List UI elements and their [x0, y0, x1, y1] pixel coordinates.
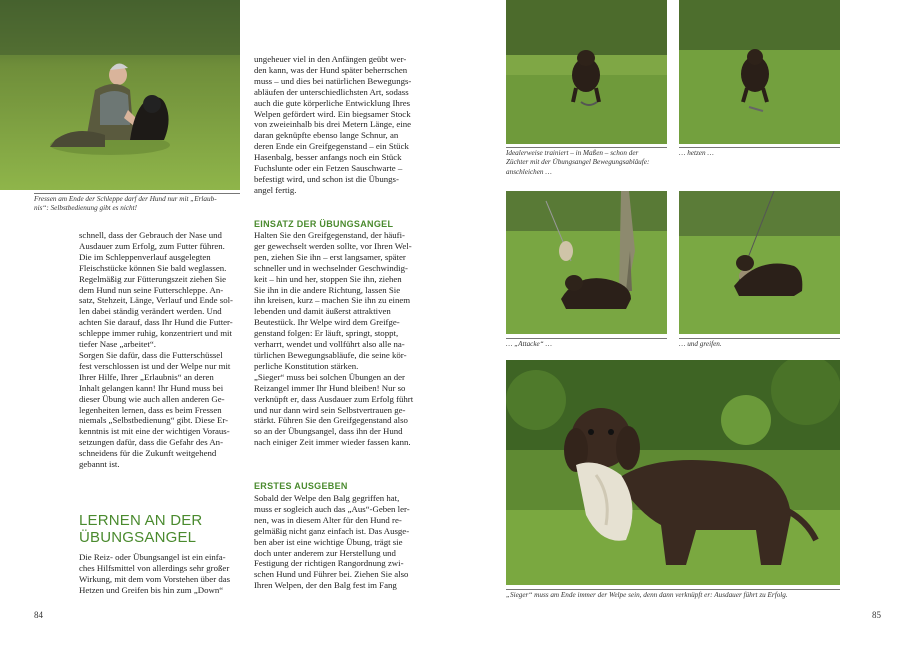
- text-line: ger gewechselt werden sollte, vor Ihren Wel-: [254, 240, 412, 251]
- photo-puppy-hetzen: [679, 0, 840, 144]
- text-line: satz, Stehzeit, Länge, Verlauf und Ende sol-: [79, 295, 233, 306]
- text-line: Halten Sie den Greifgegenstand, der häufi-: [254, 230, 405, 240]
- text-line: stärkt. Führen Sie den Greifgegenstand also: [254, 415, 408, 426]
- text-line: ihn kreisen, kurz – machen Sie ihn zu einem: [254, 295, 411, 306]
- caption-rule: [506, 338, 667, 339]
- text-line: Hetzen und Greifen bis hin zum „Down“: [79, 584, 224, 595]
- photo-caption-greifen: … und greifen.: [679, 340, 722, 348]
- text-line: keit – hin und her, stoppen Sie ihn, ziehen: [254, 273, 402, 284]
- photo-man-with-dog: [0, 0, 240, 190]
- caption-line: anschleichen …: [506, 167, 552, 176]
- text-line: Ausdauer zum Erfolg, zum Futter führen.: [79, 240, 225, 251]
- photo-puppy-sieger: [506, 360, 840, 585]
- text-line: pen, ziehen Sie ihn – erst langsamer, später: [254, 251, 406, 262]
- text-line: achten Sie darauf, dass Ihr Hund die Futter-: [79, 317, 233, 328]
- photo-puppy-anschleichen: [506, 0, 667, 144]
- text-line: Ihren Welpen, der den Balg fest im Fang: [254, 580, 397, 591]
- text-line: schleppe immer ruhig, konzentriert und mit: [79, 328, 232, 339]
- photo-caption-hetzen: … hetzen …: [679, 149, 714, 157]
- text-line: ben aber ist eine wichtige Übung, trägt sie: [254, 536, 403, 547]
- text-line: doch unter anderem zur Herstellung und: [254, 547, 396, 558]
- text-line: schen Hund und Führer bei. Ziehen Sie also: [254, 569, 409, 580]
- body-column-1-bottom: [79, 552, 241, 596]
- body-column-2-mid: [254, 230, 414, 448]
- text-line: Festigung der richtigen Rangordnung zwi-: [254, 558, 404, 569]
- text-line: kenntnis ist mit eine der wichtigen Voraus-: [79, 426, 230, 437]
- text-line: dem Hund nun seine Futterschleppe. An-: [79, 284, 224, 295]
- text-line: Die Reiz- oder Übungsangel ist ein einfa-: [79, 552, 226, 562]
- text-line: Sorgen Sie dafür, dass die Futterschüssel: [79, 349, 223, 360]
- text-line: tiefer Nase „arbeitet“.: [79, 339, 156, 350]
- heading-line: ÜBUNGSANGEL: [79, 529, 197, 546]
- text-line: Wirkung, mit dem vom Vorstehen über das: [79, 573, 231, 584]
- text-line: nen, was in diesem Alter für den Hund re-: [254, 514, 402, 525]
- text-line: Regelmäßig zur Fütterungszeit ziehen Sie: [79, 273, 227, 284]
- page-number-right: 85: [872, 610, 881, 620]
- text-line: gelmäßig nicht ganz einfach ist. Das Ausge-: [254, 525, 410, 536]
- text-line: türlichen Bewegungsabläufe, die seine kör-: [254, 349, 407, 360]
- text-line: perliche Konstitution stärken.: [254, 360, 359, 371]
- text-line: den kann, was der Hund später beherrschen: [254, 64, 408, 75]
- text-line: schnell, dass der Gebrauch der Nase und: [79, 230, 222, 240]
- caption-line: nis“: Selbstbedienung gibt es nicht!: [34, 204, 138, 213]
- text-line: Die im Schleppenverlauf ausgelegten: [79, 251, 211, 262]
- text-line: muss – und dies bei natürlichen Bewegungs-: [254, 75, 412, 86]
- text-line: dieser Übung wie auch allen anderen Ge-: [79, 393, 225, 404]
- text-line: abläufen der unterschiedlichsten Art, sodass: [254, 86, 409, 97]
- caption-rule: [679, 147, 840, 148]
- photo-caption-sieger: „Sieger“ muss am Ende immer der Welpe sein, denn dann verknüpft er: Ausdauer führt zu Erfolg.: [506, 591, 788, 599]
- text-line: angel fertig.: [254, 184, 297, 195]
- photo-caption-attacke: … „Attacke“ …: [506, 340, 552, 348]
- text-line: gebannt ist.: [79, 459, 120, 470]
- text-line: legenheiten lernen, dass es beim Fressen: [79, 404, 222, 415]
- text-line: Welpen gefördert wird. Ein biegsamer Stock: [254, 108, 411, 119]
- subheading-erstes-ausgeben: ERSTES AUSGEBEN: [254, 481, 348, 491]
- text-line: genstand folgen: Er läuft, springt, stoppt,: [254, 328, 399, 339]
- text-line: fest verschlossen ist und der Welpe nur mit: [79, 360, 231, 371]
- caption-rule: [506, 589, 840, 590]
- caption-line: Idealerweise trainiert – in Maßen – schon der: [506, 149, 639, 157]
- text-line: und nur dann wird sein Selbstvertrauen ge-: [254, 404, 406, 415]
- text-line: Fuchslunte oder ein Fetzen Sauschwarte –: [254, 163, 403, 174]
- text-line: niemals „Selbstbedienung“ gibt. Diese Er-: [79, 415, 229, 426]
- text-line: auch die gute körperliche Entwicklung Ihres: [254, 97, 411, 108]
- subheading-einsatz: EINSATZ DER ÜBUNGSANGEL: [254, 219, 394, 229]
- section-heading-lernen: [79, 512, 249, 546]
- photo-puppy-attacke: [506, 191, 667, 334]
- text-line: Beutestück. Ihr Welpe wird dem Greifge-: [254, 317, 400, 328]
- text-line: daran geknüpfte ebenso lange Schnur, an: [254, 130, 399, 141]
- text-line: so an der Übungsangel, dass ihn der Hund: [254, 426, 403, 437]
- text-line: Fleischstücke können Sie bald weglassen.: [79, 262, 227, 273]
- text-line: befestigt wird, und schon ist die Übungs-: [254, 173, 399, 184]
- text-line: ches Hilfsmittel von allerdings sehr großer: [79, 562, 230, 573]
- text-line: lebenden und damit äußerst attraktiven: [254, 306, 391, 317]
- text-line: Inhalt gelangen kann! Ihr Hund muss bei: [79, 382, 224, 393]
- photo-caption-anschleichen: [506, 149, 671, 177]
- photo-puppy-greifen: [679, 191, 840, 334]
- text-line: Reizangel immer Ihr Hund bleiben! Nur so: [254, 382, 406, 393]
- text-line: muss er sogleich auch das „Aus“-Geben ler-: [254, 503, 410, 514]
- text-line: von zweieinhalb bis drei Metern Länge, eine: [254, 119, 412, 130]
- text-line: Hasenbalg, besser anfangs noch ein Stück: [254, 152, 402, 163]
- page-number-left: 84: [34, 610, 43, 620]
- text-line: len dabei ständig verändert werden. Und: [79, 306, 222, 317]
- body-column-1: [79, 230, 241, 470]
- heading-line: LERNEN AN DER: [79, 512, 203, 529]
- photo-caption-left: [34, 195, 244, 214]
- text-line: verharrt, wendet und vollführt also alle na-: [254, 339, 405, 350]
- text-line: Ihrer Hilfe, Ihrer „Erlaubnis“ an deren: [79, 371, 214, 382]
- body-column-2-top: [254, 54, 414, 196]
- text-line: setzungen dafür, dass die Gefahr des An-: [79, 437, 224, 448]
- text-line: „Sieger“ muss bei solchen Übungen an der: [254, 371, 405, 382]
- body-column-2-bottom: [254, 493, 414, 591]
- text-line: schneller und in wechselnder Geschwindig-: [254, 262, 408, 273]
- text-line: verknüpft er, dass Ausdauer zum Erfolg führt: [254, 393, 414, 404]
- text-line: schneidens für die Zukunft weitgehend: [79, 448, 217, 459]
- text-line: nach einiger Zeit immer wieder fassen kann.: [254, 437, 411, 448]
- text-line: deren Ende ein Greifgegenstand – ein Stück: [254, 141, 409, 152]
- caption-line: Züchter mit der Übungsangel Bewegungsabläufe:: [506, 158, 650, 167]
- text-line: Sobald der Welpe den Balg gegriffen hat,: [254, 493, 400, 503]
- text-line: ungeheuer viel in den Anfängen geübt wer-: [254, 54, 407, 64]
- caption-rule: [34, 193, 240, 194]
- caption-rule: [506, 147, 667, 148]
- caption-line: Fressen am Ende der Schleppe darf der Hund nur mit „Erlaub-: [34, 195, 217, 203]
- caption-rule: [679, 338, 840, 339]
- text-line: Sie ihn in die andere Richtung, lassen Sie: [254, 284, 401, 295]
